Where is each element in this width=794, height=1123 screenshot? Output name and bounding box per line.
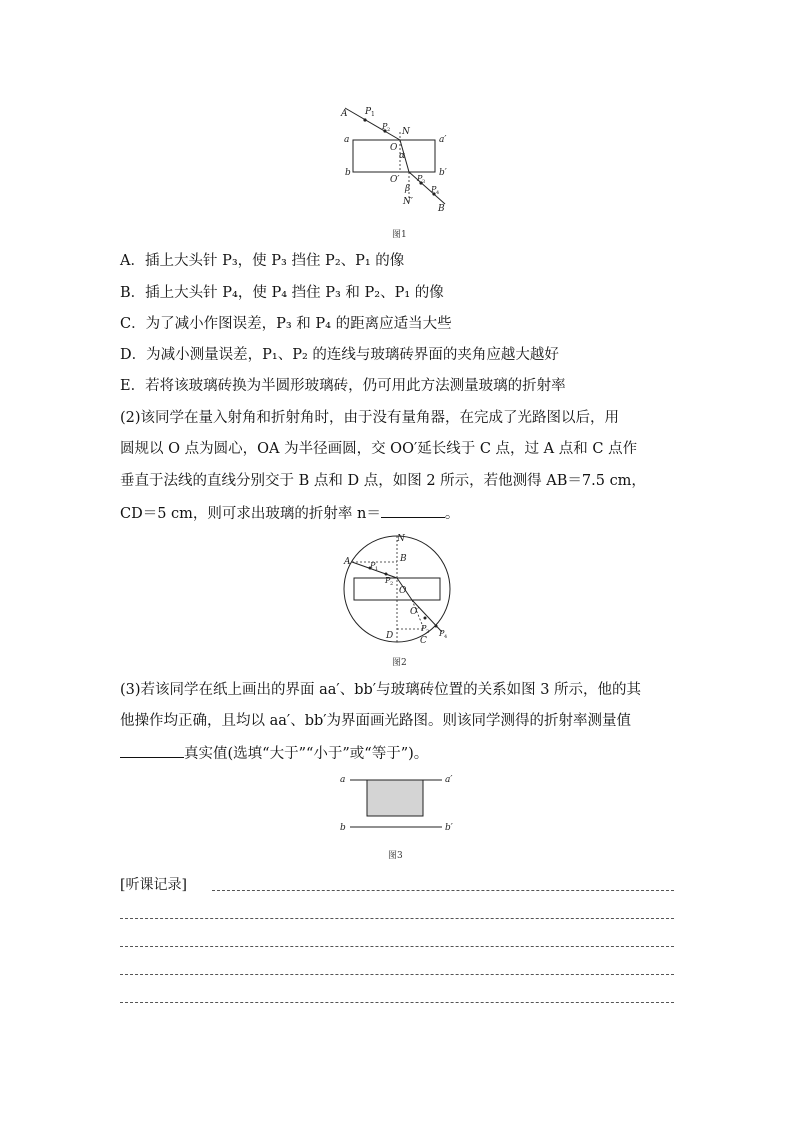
fig2-label-P2-sub: 2	[390, 581, 394, 587]
answer-blank-comparison[interactable]	[120, 743, 184, 758]
option-a	[120, 251, 404, 271]
fig2-label-N: N	[397, 534, 405, 544]
question-3-line-3-text: 真实值(选填“大于”“小于”或“等于”)。	[184, 746, 429, 762]
fig1-label-N-prime: N′	[403, 197, 413, 207]
fig1-label-alpha: α	[399, 151, 406, 161]
fig2-label-P4: P	[439, 629, 445, 638]
figure-2	[340, 532, 464, 652]
question-2-line-3: 垂直于法线的直线分别交于 B 点和 D 点，如图 2 所示，若他测得 AB＝7.5 cm，	[120, 473, 646, 489]
fig2-label-D: D	[386, 631, 394, 641]
fig2-label-P3-sub: 3	[426, 629, 430, 635]
notes-line-5[interactable]	[120, 1002, 674, 1003]
notes-line-3[interactable]	[120, 946, 674, 947]
answer-blank-n[interactable]	[381, 503, 445, 518]
notes-label: [听课记录]	[120, 877, 187, 893]
fig1-label-beta: β	[405, 184, 411, 194]
option-d-text: 为减小测量误差，P₁、P₂ 的连线与玻璃砖界面的夹角应越大越好	[146, 347, 559, 363]
option-c	[120, 314, 452, 334]
fig1-label-O-prime: O′	[390, 175, 400, 185]
fig1-label-P4-sub: 4	[436, 190, 440, 196]
option-d-letter: D．	[120, 347, 147, 363]
fig1-label-b: b	[345, 168, 351, 178]
notes-line-4[interactable]	[120, 974, 674, 975]
option-a-text: 插上大头针 P₃，使 P₃ 挡住 P₂、P₁ 的像	[144, 253, 405, 269]
fig3-label-a: a	[340, 775, 346, 785]
question-2-line-4-end: 。	[444, 506, 460, 522]
question-3-line-2: 他操作均正确，且均以 aa′、bb′为界面画光路图。则该同学测得的折射率测量值	[120, 713, 632, 729]
option-b-text: 插上大头针 P₄，使 P₄ 挡住 P₃ 和 P₂、P₁ 的像	[145, 285, 444, 301]
option-c-letter: C．	[120, 316, 146, 332]
fig1-label-a: a	[344, 135, 350, 145]
notes-line-1[interactable]	[212, 890, 674, 891]
option-b	[120, 283, 444, 303]
fig2-label-B: B	[400, 554, 407, 564]
fig1-label-P3: P	[417, 174, 423, 183]
question-3-line-1: (3)若该同学在纸上画出的界面 aa′、bb′与玻璃砖位置的关系如图 3 所示，他的其	[120, 682, 642, 698]
fig2-label-A: A	[344, 557, 351, 567]
fig1-label-P3-sub: 3	[422, 179, 426, 185]
fig2-label-P4-sub: 4	[444, 634, 448, 640]
question-3-line-3	[120, 743, 428, 764]
option-c-text: 为了减小作图误差，P₃ 和 P₄ 的距离应适当大些	[145, 316, 452, 332]
fig2-label-P1: P	[370, 561, 376, 570]
fig3-label-b-prime: b′	[445, 823, 453, 833]
fig1-label-P1: P	[365, 107, 372, 117]
fig1-label-P2: P	[382, 122, 388, 131]
fig2-label-C: C	[420, 636, 427, 646]
option-a-letter: A．	[120, 253, 145, 269]
option-e-text: 若将该玻璃砖换为半圆形玻璃砖，仍可用此方法测量玻璃的折射率	[145, 378, 566, 394]
fig2-label-O-prime: O′	[410, 607, 420, 617]
figure-3	[336, 770, 466, 836]
fig1-label-P4: P	[431, 185, 437, 194]
notes-line-2[interactable]	[120, 918, 674, 919]
figure-2-diagram	[340, 532, 464, 652]
fig3-label-a-prime: a′	[445, 775, 453, 785]
option-d	[120, 345, 559, 365]
option-e-letter: E．	[120, 378, 146, 394]
fig1-label-B: B	[438, 204, 445, 214]
fig2-label-O: O	[399, 586, 407, 596]
question-2-line-2: 圆规以 O 点为圆心，OA 为半径画圆，交 OO′延长线于 C 点，过 A 点和 C 点作	[120, 441, 638, 457]
question-2-line-4	[120, 503, 459, 524]
fig1-label-P2-sub: 2	[387, 127, 391, 133]
fig1-label-N: N	[402, 127, 410, 137]
figure-1-caption: 图1	[392, 230, 407, 240]
fig2-label-P2: P	[385, 576, 391, 585]
fig1-label-A: A	[341, 109, 348, 119]
fig1-label-P1-sub: 1	[371, 111, 375, 118]
question-2-line-4-text: CD＝5 cm，则可求出玻璃的折射率 n＝	[120, 506, 381, 522]
fig1-label-O: O	[390, 143, 398, 153]
option-b-letter: B．	[120, 285, 146, 301]
figure-3-diagram	[336, 770, 466, 836]
figure-1-diagram	[335, 98, 465, 220]
figure-1	[335, 98, 465, 220]
fig1-label-a-prime: a′	[439, 135, 447, 145]
fig2-label-P1-sub: 1	[375, 566, 379, 572]
fig2-label-P3: P	[421, 624, 427, 633]
option-e	[120, 376, 566, 396]
figure-2-caption: 图2	[392, 658, 407, 668]
fig3-label-b: b	[340, 823, 346, 833]
figure-3-caption: 图3	[388, 851, 403, 861]
fig1-label-b-prime: b′	[439, 168, 447, 178]
question-2-line-1: (2)该同学在量入射角和折射角时，由于没有量角器，在完成了光路图以后，用	[120, 410, 620, 426]
